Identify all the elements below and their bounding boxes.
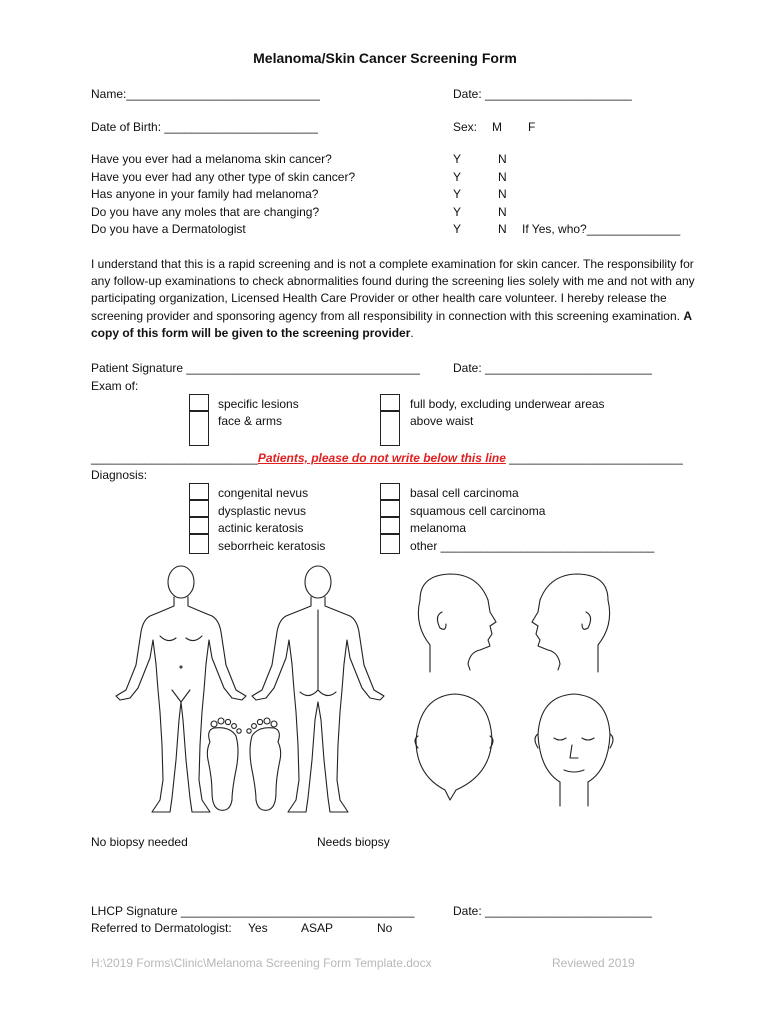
head-right-profile-diagram[interactable]: [418, 574, 496, 672]
diagnosis-option-seborrheic-keratosis: seborrheic keratosis: [218, 539, 326, 553]
question-3-no[interactable]: N: [498, 187, 507, 201]
divider-right: __________________________: [505, 451, 683, 465]
question-5-yes[interactable]: Y: [453, 222, 462, 236]
diagnosis-label: Diagnosis:: [91, 468, 148, 482]
question-3: Has anyone in your family had melanoma?: [91, 187, 319, 201]
question-2-yes[interactable]: Y: [453, 170, 462, 184]
head-face-front-diagram[interactable]: [535, 694, 613, 806]
needs-biopsy-option[interactable]: Needs biopsy: [317, 835, 390, 849]
lhcp-signature-field[interactable]: LHCP Signature ___________________________________: [91, 904, 415, 918]
question-1: Have you ever had a melanoma skin cancer?: [91, 152, 332, 166]
form-title: Melanoma/Skin Cancer Screening Form: [253, 50, 517, 66]
diagnosis-option-squamous-cell: squamous cell carcinoma: [410, 504, 546, 518]
question-4: Do you have any moles that are changing?: [91, 205, 320, 219]
question-1-yes[interactable]: Y: [453, 152, 462, 166]
question-5-no[interactable]: N: [498, 222, 507, 236]
dob-field[interactable]: Date of Birth: _______________________: [91, 120, 318, 134]
question-4-no[interactable]: N: [498, 205, 507, 219]
no-biopsy-option[interactable]: No biopsy needed: [91, 835, 188, 849]
question-2: Have you ever had any other type of skin cancer?: [91, 170, 356, 184]
diagnosis-option-congenital-nevus: congenital nevus: [218, 486, 309, 500]
body-front-diagram[interactable]: [116, 566, 246, 812]
lhcp-date-field[interactable]: Date: _________________________: [453, 904, 652, 918]
question-2-no[interactable]: N: [498, 170, 507, 184]
footer-reviewed: Reviewed 2019: [552, 956, 635, 970]
date-field[interactable]: Date: ______________________: [453, 87, 632, 101]
body-back-diagram[interactable]: [252, 566, 384, 812]
sex-option-f[interactable]: F: [528, 120, 536, 134]
divider-left: _________________________: [91, 451, 258, 465]
referral-no[interactable]: No: [377, 921, 393, 935]
sex-option-m[interactable]: M: [492, 120, 502, 134]
diagnosis-option-actinic-keratosis: actinic keratosis: [218, 521, 304, 535]
exam-label: Exam of:: [91, 379, 139, 393]
question-4-yes[interactable]: Y: [453, 205, 462, 219]
patient-signature-field[interactable]: Patient Signature ___________________________________: [91, 361, 420, 375]
staff-only-notice: Patients, please do not write below this line: [257, 451, 506, 465]
consent-text: I understand that this is a rapid screening and is not a complete examination for skin cancer. The responsibility for any follow-up examinations to check abnormalities found during the screening lies solely with me and not with any participating organization, Licensed Health Care Provider or other health care volunteer. I hereby release the screening provider and sponsoring agency from all responsibility in connection with this screening examination.: [91, 257, 695, 323]
exam-option-full-body: full body, excluding underwear areas: [410, 397, 605, 411]
referral-label: Referred to Dermatologist:: [91, 921, 232, 935]
exam-option-specific-lesions: specific lesions: [218, 397, 299, 411]
dermatologist-who-field[interactable]: If Yes, who?______________: [522, 222, 681, 236]
feet-soles-diagram[interactable]: [207, 718, 280, 810]
head-top-diagram[interactable]: [415, 694, 493, 800]
diagnosis-option-dysplastic-nevus: dysplastic nevus: [218, 504, 307, 518]
patient-date-field[interactable]: Date: _________________________: [453, 361, 652, 375]
sex-label: Sex:: [453, 120, 478, 134]
head-left-profile-diagram[interactable]: [532, 574, 610, 672]
diagnosis-option-basal-cell: basal cell carcinoma: [410, 486, 519, 500]
name-field[interactable]: Name:_____________________________: [91, 87, 320, 101]
question-5: Do you have a Dermatologist: [91, 222, 246, 236]
diagnosis-option-other[interactable]: other ________________________________: [410, 539, 655, 553]
consent-end: .: [410, 325, 414, 340]
question-3-yes[interactable]: Y: [453, 187, 462, 201]
referral-yes[interactable]: Yes: [248, 921, 268, 935]
exam-option-above-waist: above waist: [410, 414, 474, 428]
question-1-no[interactable]: N: [498, 152, 507, 166]
footer-file-path: H:\2019 Forms\Clinic\Melanoma Screening Form Template.docx: [91, 956, 432, 970]
diagnosis-option-melanoma: melanoma: [410, 521, 467, 535]
exam-option-face-arms: face & arms: [218, 414, 283, 428]
referral-asap[interactable]: ASAP: [301, 921, 334, 935]
consent-bold: A copy of this form will be given to the screening provider: [91, 308, 692, 340]
